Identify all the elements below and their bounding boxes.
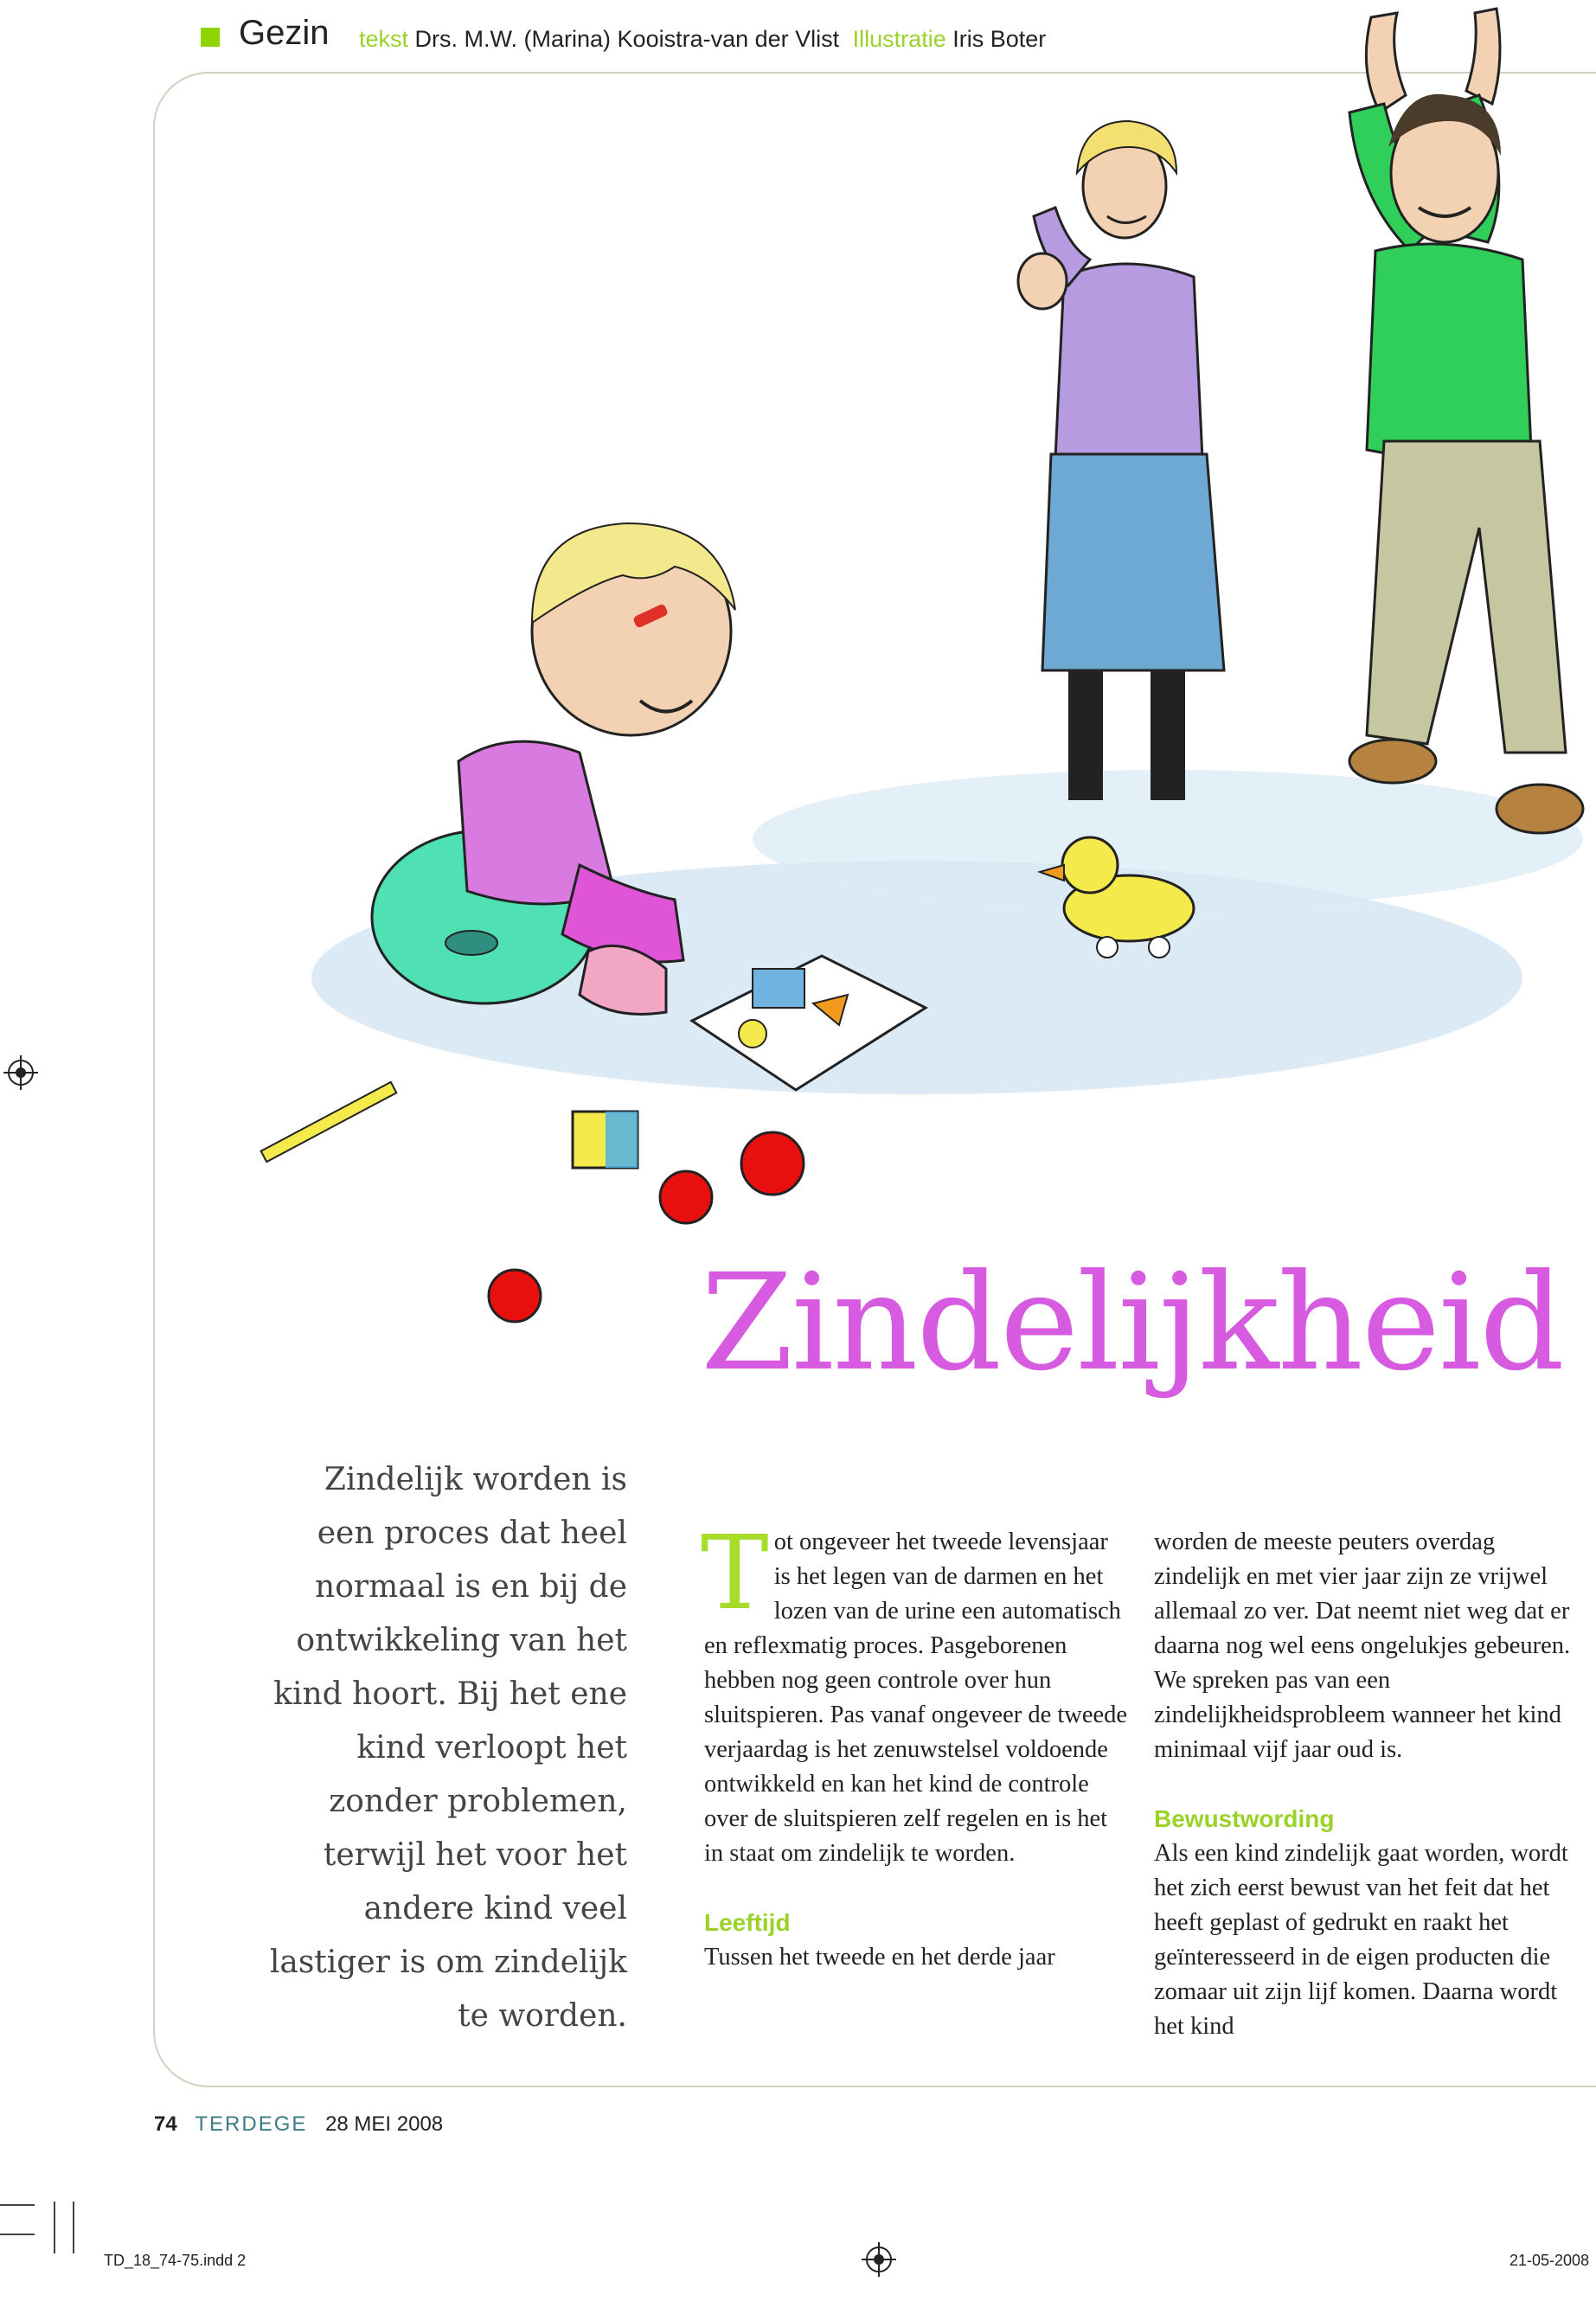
toy-pencil	[261, 1082, 397, 1162]
text-label: tekst	[359, 26, 409, 52]
article-intro: Zindelijk worden is een proces dat heel normaal is en bij de ontwikkeling van het kind hoort. Bij het ene kind verloopt het zonder problemen, terwijl het voor het andere kind veel lastiger is om zindelijk te worden.	[269, 1462, 627, 2034]
crop-mark	[73, 2202, 74, 2253]
father-figure	[1349, 9, 1583, 833]
drop-cap: T	[701, 1513, 769, 1632]
article-title: Zindelijkheid	[701, 1246, 1563, 1400]
registration-mark-left	[3, 1055, 38, 1090]
magazine-name: TERDEGE	[195, 2112, 308, 2136]
child-on-potty	[372, 523, 735, 1015]
paragraph-text: ot ongeveer het tweede levensjaar is het legen van de darmen en het lozen van de urine een automatisch en reflexmatig proces. Pasgeborenen hebben nog geen controle over hun sluitspieren. Pas vanaf ongeveer de tweede verjaardag is het zenuwstelsel voldoende ontwikkeld en kan het kind de controle over de sluitspieren zelf regelen en is het in staat om zindelijk te worden.	[704, 1529, 1128, 1867]
mother-figure	[1018, 121, 1224, 800]
section-marker-square	[201, 28, 220, 47]
illustrator-name: Iris Boter	[952, 26, 1047, 52]
crop-mark	[54, 2202, 55, 2253]
illustration-label: Illustratie	[852, 26, 946, 52]
body-paragraph: worden de meeste peuters overdag zindelijk en met vier jaar zijn ze vrijwel allemaal zo ver. Dat neemt niet weg dat er daarna nog wel eens ongelukjes gebeuren. We spreken pas van een zindelijkheidsprobleem wanneer het kind minimaal vijf jaar oud is.	[1154, 1529, 1571, 1763]
subheading: Bewustwording	[1154, 1805, 1335, 1832]
page-number: 74	[154, 2112, 177, 2136]
page-folio	[154, 2112, 443, 2137]
subheading: Leeftijd	[704, 1909, 791, 1936]
registration-mark-bottom	[862, 2242, 896, 2277]
red-ball	[660, 1171, 712, 1223]
issue-date: 28 MEI 2008	[325, 2112, 444, 2136]
red-ball	[489, 1270, 541, 1322]
crop-mark	[0, 2204, 35, 2206]
body-paragraph: Als een kind zindelijk gaat worden, wordt het zich eerst bewust van het feit dat het heeft geplast of gedrukt en raakt het geïnteresseerd in de eigen producten die zomaar uit zijn lijf komen. Daarna wordt het kind	[1154, 1840, 1568, 2040]
file-slug: TD_18_74-75.indd 2	[104, 2252, 247, 2269]
section-name: Gezin	[239, 14, 330, 52]
body-paragraph	[701, 1513, 1128, 1871]
author-name: Drs. M.W. (Marina) Kooistra-van der Vlist	[414, 26, 840, 52]
potty-training-illustration	[260, 0, 1596, 1349]
body-column-1	[701, 1513, 1128, 1975]
body-paragraph: Tussen het tweede en het derde jaar	[704, 1944, 1055, 1971]
toy-block	[573, 1112, 638, 1168]
file-date: 21-05-2008	[1509, 2252, 1590, 2269]
crop-mark	[0, 2234, 35, 2235]
body-column-2	[1154, 1525, 1578, 2044]
red-ball	[741, 1132, 804, 1195]
